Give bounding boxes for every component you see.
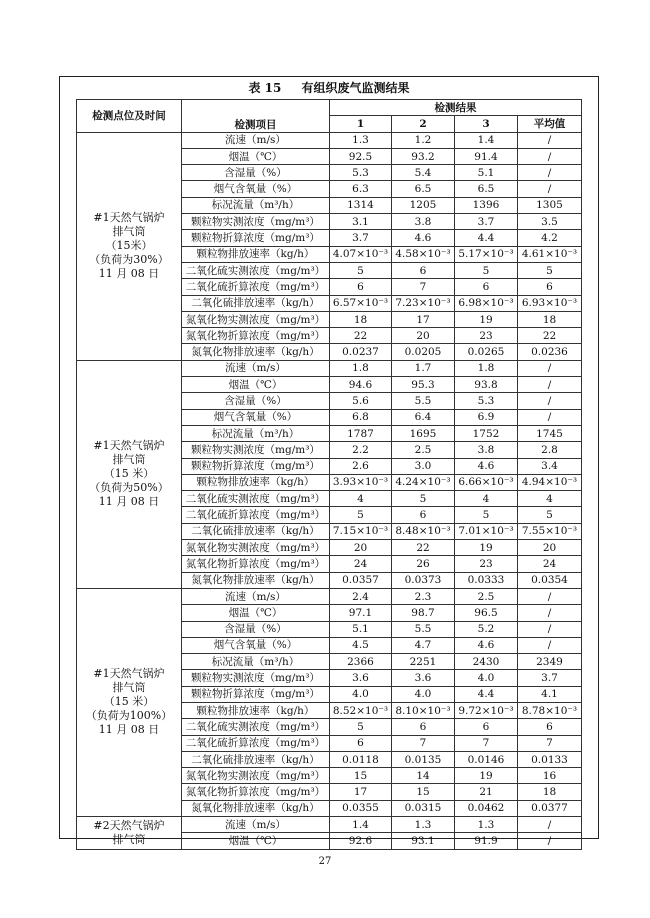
table-row	[77, 588, 582, 604]
value-cell: 6.57×10⁻³	[330, 295, 392, 311]
location-line: 排气筒	[112, 681, 146, 695]
value-cell: 1314	[330, 197, 392, 213]
item-cell: 烟温（℃）	[182, 833, 330, 849]
average-cell: 0.0133	[518, 751, 582, 767]
average-cell: /	[518, 409, 582, 425]
value-cell: 2251	[392, 654, 455, 670]
table-row	[77, 132, 582, 148]
value-cell: 5	[330, 719, 392, 735]
value-cell: 93.1	[392, 833, 455, 849]
value-cell: 3.8	[392, 214, 455, 230]
average-cell: /	[518, 148, 582, 164]
item-cell: 氮氧化物排放速率（kg/h）	[182, 572, 330, 588]
value-cell: 1.2	[392, 132, 455, 148]
col-header-1: 1	[330, 116, 392, 132]
value-cell: 7	[392, 279, 455, 295]
value-cell: 23	[455, 556, 518, 572]
value-cell: 1.4	[330, 817, 392, 833]
value-cell: 95.3	[392, 377, 455, 393]
item-cell: 氮氧化物实测浓度（mg/m³）	[182, 768, 330, 784]
value-cell: 98.7	[392, 605, 455, 621]
average-cell: 0.0354	[518, 572, 582, 588]
value-cell: 26	[392, 556, 455, 572]
value-cell: 6.9	[455, 409, 518, 425]
value-cell: 3.7	[455, 214, 518, 230]
value-cell: 4.4	[455, 686, 518, 702]
value-cell: 8.48×10⁻³	[392, 523, 455, 539]
value-cell: 0.0357	[330, 572, 392, 588]
location-line: （负荷为100%）	[85, 709, 173, 723]
page-number: 27	[318, 856, 332, 867]
location-line: （15 米）	[103, 467, 155, 481]
value-cell: 93.8	[455, 377, 518, 393]
average-cell: /	[518, 165, 582, 181]
value-cell: 3.6	[392, 670, 455, 686]
item-cell: 二氧化硫实测浓度（mg/m³）	[182, 719, 330, 735]
item-cell: 颗粒物折算浓度（mg/m³）	[182, 230, 330, 246]
value-cell: 0.0373	[392, 572, 455, 588]
value-cell: 4.0	[392, 686, 455, 702]
value-cell: 6	[330, 735, 392, 751]
value-cell: 97.1	[330, 605, 392, 621]
item-cell: 烟气含氧量（%）	[182, 409, 330, 425]
average-cell: 3.7	[518, 670, 582, 686]
col-header-avg: 平均值	[518, 116, 582, 132]
monitoring-results-table	[76, 99, 582, 850]
average-cell: /	[518, 393, 582, 409]
average-cell: 18	[518, 784, 582, 800]
item-cell: 含湿量（%）	[182, 393, 330, 409]
value-cell: 4.6	[392, 230, 455, 246]
value-cell: 4.0	[455, 670, 518, 686]
location-line: 11 月 08 日	[98, 267, 160, 281]
value-cell: 2430	[455, 654, 518, 670]
item-cell: 烟温（℃）	[182, 605, 330, 621]
value-cell: 1.3	[455, 817, 518, 833]
table-body	[77, 132, 582, 849]
value-cell: 6.3	[330, 181, 392, 197]
item-cell: 含湿量（%）	[182, 165, 330, 181]
value-cell: 4.4	[455, 230, 518, 246]
average-cell: /	[518, 817, 582, 833]
value-cell: 92.5	[330, 148, 392, 164]
value-cell: 4.58×10⁻³	[392, 246, 455, 262]
item-cell: 颗粒物实测浓度（mg/m³）	[182, 442, 330, 458]
item-cell: 标况流量（m³/h）	[182, 197, 330, 213]
average-cell: 3.4	[518, 458, 582, 474]
location-line: #1天然气锅炉	[93, 211, 165, 225]
average-cell: 18	[518, 311, 582, 327]
location-line: 排气筒	[112, 832, 146, 846]
value-cell: 6	[455, 279, 518, 295]
average-cell: 1305	[518, 197, 582, 213]
value-cell: 15	[330, 768, 392, 784]
item-cell: 二氧化硫折算浓度（mg/m³）	[182, 507, 330, 523]
item-cell: 颗粒物实测浓度（mg/m³）	[182, 214, 330, 230]
average-cell: 24	[518, 556, 582, 572]
value-cell: 6.4	[392, 409, 455, 425]
item-cell: 含湿量（%）	[182, 621, 330, 637]
average-cell: 6	[518, 279, 582, 295]
value-cell: 0.0237	[330, 344, 392, 360]
value-cell: 6	[392, 507, 455, 523]
value-cell: 5.1	[455, 165, 518, 181]
average-cell: 20	[518, 540, 582, 556]
item-cell: 二氧化硫实测浓度（mg/m³）	[182, 491, 330, 507]
value-cell: 1.4	[455, 132, 518, 148]
item-cell: 烟温（℃）	[182, 148, 330, 164]
col-header-2: 2	[392, 116, 455, 132]
value-cell: 24	[330, 556, 392, 572]
value-cell: 3.7	[330, 230, 392, 246]
results-header: 检测结果	[330, 100, 582, 116]
value-cell: 0.0118	[330, 751, 392, 767]
value-cell: 4	[455, 491, 518, 507]
value-cell: 19	[455, 768, 518, 784]
value-cell: 22	[330, 328, 392, 344]
average-cell: /	[518, 360, 582, 376]
value-cell: 0.0205	[392, 344, 455, 360]
table-title-text: 有组织废气监测结果	[301, 81, 410, 95]
location-line: #1天然气锅炉	[93, 439, 165, 453]
item-cell: 颗粒物实测浓度（mg/m³）	[182, 670, 330, 686]
value-cell: 0.0265	[455, 344, 518, 360]
average-cell: 1745	[518, 425, 582, 441]
value-cell: 1695	[392, 425, 455, 441]
value-cell: 5	[392, 491, 455, 507]
item-cell: 标况流量（m³/h）	[182, 654, 330, 670]
value-cell: 5	[330, 262, 392, 278]
value-cell: 4.6	[455, 458, 518, 474]
average-cell: 7.55×10⁻³	[518, 523, 582, 539]
location-line: 排气筒	[112, 453, 146, 467]
value-cell: 93.2	[392, 148, 455, 164]
value-cell: 3.0	[392, 458, 455, 474]
average-cell: 5	[518, 507, 582, 523]
item-cell: 烟温（℃）	[182, 377, 330, 393]
value-cell: 4.5	[330, 637, 392, 653]
location-line: 11 月 08 日	[98, 723, 160, 737]
value-cell: 4.6	[455, 637, 518, 653]
value-cell: 4	[330, 491, 392, 507]
item-cell: 二氧化硫实测浓度（mg/m³）	[182, 262, 330, 278]
average-cell: 2.8	[518, 442, 582, 458]
value-cell: 1752	[455, 425, 518, 441]
value-cell: 4.24×10⁻³	[392, 474, 455, 490]
average-cell: /	[518, 132, 582, 148]
value-cell: 5.4	[392, 165, 455, 181]
item-cell: 二氧化硫折算浓度（mg/m³）	[182, 279, 330, 295]
value-cell: 7	[392, 735, 455, 751]
value-cell: 18	[330, 311, 392, 327]
item-cell: 氮氧化物折算浓度（mg/m³）	[182, 328, 330, 344]
location-cell	[77, 360, 182, 588]
average-cell: /	[518, 605, 582, 621]
value-cell: 2.5	[455, 588, 518, 604]
average-cell: 4.61×10⁻³	[518, 246, 582, 262]
value-cell: 5.17×10⁻³	[455, 246, 518, 262]
location-cell	[77, 132, 182, 360]
value-cell: 5.6	[330, 393, 392, 409]
average-cell: 6	[518, 719, 582, 735]
value-cell: 0.0355	[330, 800, 392, 816]
value-cell: 0.0333	[455, 572, 518, 588]
value-cell: 96.5	[455, 605, 518, 621]
value-cell: 91.4	[455, 148, 518, 164]
value-cell: 1396	[455, 197, 518, 213]
item-cell: 二氧化硫排放速率（kg/h）	[182, 751, 330, 767]
location-line: （负荷为50%）	[89, 481, 169, 495]
value-cell: 6	[455, 719, 518, 735]
item-cell: 颗粒物折算浓度（mg/m³）	[182, 686, 330, 702]
value-cell: 2.5	[392, 442, 455, 458]
value-cell: 3.93×10⁻³	[330, 474, 392, 490]
value-cell: 1787	[330, 425, 392, 441]
value-cell: 6	[330, 279, 392, 295]
value-cell: 5.2	[455, 621, 518, 637]
item-cell: 二氧化硫排放速率（kg/h）	[182, 523, 330, 539]
value-cell: 1.8	[330, 360, 392, 376]
table-row	[77, 360, 582, 376]
location-cell	[77, 588, 182, 816]
value-cell: 5.3	[455, 393, 518, 409]
value-cell: 4.0	[330, 686, 392, 702]
value-cell: 7.23×10⁻³	[392, 295, 455, 311]
value-cell: 1.7	[392, 360, 455, 376]
value-cell: 1.8	[455, 360, 518, 376]
value-cell: 5.3	[330, 165, 392, 181]
average-cell: /	[518, 181, 582, 197]
value-cell: 5.5	[392, 621, 455, 637]
table-title	[60, 77, 598, 99]
item-cell: 氮氧化物排放速率（kg/h）	[182, 344, 330, 360]
value-cell: 6.8	[330, 409, 392, 425]
value-cell: 5	[455, 507, 518, 523]
item-cell: 流速（m/s）	[182, 588, 330, 604]
value-cell: 92.6	[330, 833, 392, 849]
value-cell: 2.2	[330, 442, 392, 458]
value-cell: 0.0315	[392, 800, 455, 816]
average-cell: 22	[518, 328, 582, 344]
location-line: 11 月 08 日	[98, 495, 160, 509]
value-cell: 3.1	[330, 214, 392, 230]
value-cell: 1205	[392, 197, 455, 213]
value-cell: 1.3	[392, 817, 455, 833]
value-cell: 6.5	[455, 181, 518, 197]
value-cell: 4.7	[392, 637, 455, 653]
value-cell: 94.6	[330, 377, 392, 393]
value-cell: 6.98×10⁻³	[455, 295, 518, 311]
value-cell: 15	[392, 784, 455, 800]
value-cell: 0.0462	[455, 800, 518, 816]
value-cell: 8.10×10⁻³	[392, 702, 455, 718]
average-cell: 4	[518, 491, 582, 507]
value-cell: 8.52×10⁻³	[330, 702, 392, 718]
item-cell: 标况流量（m³/h）	[182, 425, 330, 441]
value-cell: 2.4	[330, 588, 392, 604]
item-cell: 氮氧化物排放速率（kg/h）	[182, 800, 330, 816]
item-cell: 烟气含氧量（%）	[182, 637, 330, 653]
average-cell: /	[518, 377, 582, 393]
value-cell: 7.15×10⁻³	[330, 523, 392, 539]
value-cell: 5.1	[330, 621, 392, 637]
item-cell: 颗粒物排放速率（kg/h）	[182, 702, 330, 718]
value-cell: 2.3	[392, 588, 455, 604]
value-cell: 4.07×10⁻³	[330, 246, 392, 262]
value-cell: 6.5	[392, 181, 455, 197]
value-cell: 6	[392, 262, 455, 278]
value-cell: 6	[392, 719, 455, 735]
item-cell: 氮氧化物实测浓度（mg/m³）	[182, 540, 330, 556]
value-cell: 6.66×10⁻³	[455, 474, 518, 490]
value-cell: 14	[392, 768, 455, 784]
average-cell: 6.93×10⁻³	[518, 295, 582, 311]
value-cell: 2366	[330, 654, 392, 670]
location-line: （15 米）	[103, 695, 155, 709]
item-cell: 颗粒物排放速率（kg/h）	[182, 246, 330, 262]
item-cell: 烟气含氧量（%）	[182, 181, 330, 197]
item-cell: 流速（m/s）	[182, 132, 330, 148]
average-cell: /	[518, 833, 582, 849]
value-cell: 7	[455, 735, 518, 751]
table-row	[77, 817, 582, 833]
item-cell: 流速（m/s）	[182, 817, 330, 833]
average-cell: /	[518, 637, 582, 653]
item-cell: 二氧化硫排放速率（kg/h）	[182, 295, 330, 311]
average-cell: 4.1	[518, 686, 582, 702]
average-cell: 7	[518, 735, 582, 751]
location-line: （负荷为30%）	[89, 253, 169, 267]
value-cell: 5.5	[392, 393, 455, 409]
table-number: 表 15	[248, 81, 282, 95]
header-row-1	[77, 100, 582, 116]
value-cell: 7.01×10⁻³	[455, 523, 518, 539]
location-header: 检测点位及时间	[77, 100, 182, 133]
item-cell: 流速（m/s）	[182, 360, 330, 376]
average-cell: 0.0236	[518, 344, 582, 360]
location-line: 排气筒	[112, 225, 146, 239]
location-line: #1天然气锅炉	[93, 667, 165, 681]
location-line: （15米）	[105, 239, 153, 253]
value-cell: 19	[455, 540, 518, 556]
item-cell: 氮氧化物折算浓度（mg/m³）	[182, 556, 330, 572]
value-cell: 23	[455, 328, 518, 344]
col-header-3: 3	[455, 116, 518, 132]
item-header: 检测项目	[182, 100, 330, 133]
value-cell: 22	[392, 540, 455, 556]
item-cell: 颗粒物折算浓度（mg/m³）	[182, 458, 330, 474]
value-cell: 3.8	[455, 442, 518, 458]
average-cell: 0.0377	[518, 800, 582, 816]
value-cell: 3.6	[330, 670, 392, 686]
value-cell: 5	[455, 262, 518, 278]
average-cell: 5	[518, 262, 582, 278]
value-cell: 19	[455, 311, 518, 327]
average-cell: 8.78×10⁻³	[518, 702, 582, 718]
document-frame	[59, 76, 599, 847]
value-cell: 0.0135	[392, 751, 455, 767]
value-cell: 21	[455, 784, 518, 800]
average-cell: /	[518, 588, 582, 604]
item-cell: 颗粒物排放速率（kg/h）	[182, 474, 330, 490]
value-cell: 20	[330, 540, 392, 556]
location-line: #2天然气锅炉	[93, 818, 165, 832]
average-cell: 3.5	[518, 214, 582, 230]
value-cell: 0.0146	[455, 751, 518, 767]
value-cell: 91.9	[455, 833, 518, 849]
value-cell: 9.72×10⁻³	[455, 702, 518, 718]
location-cell	[77, 817, 182, 850]
item-cell: 氮氧化物折算浓度（mg/m³）	[182, 784, 330, 800]
average-cell: 4.2	[518, 230, 582, 246]
value-cell: 5	[330, 507, 392, 523]
item-cell: 氮氧化物实测浓度（mg/m³）	[182, 311, 330, 327]
value-cell: 2.6	[330, 458, 392, 474]
item-cell: 二氧化硫折算浓度（mg/m³）	[182, 735, 330, 751]
average-cell: 16	[518, 768, 582, 784]
average-cell: /	[518, 621, 582, 637]
average-cell: 2349	[518, 654, 582, 670]
value-cell: 17	[330, 784, 392, 800]
value-cell: 1.3	[330, 132, 392, 148]
value-cell: 17	[392, 311, 455, 327]
average-cell: 4.94×10⁻³	[518, 474, 582, 490]
value-cell: 20	[392, 328, 455, 344]
